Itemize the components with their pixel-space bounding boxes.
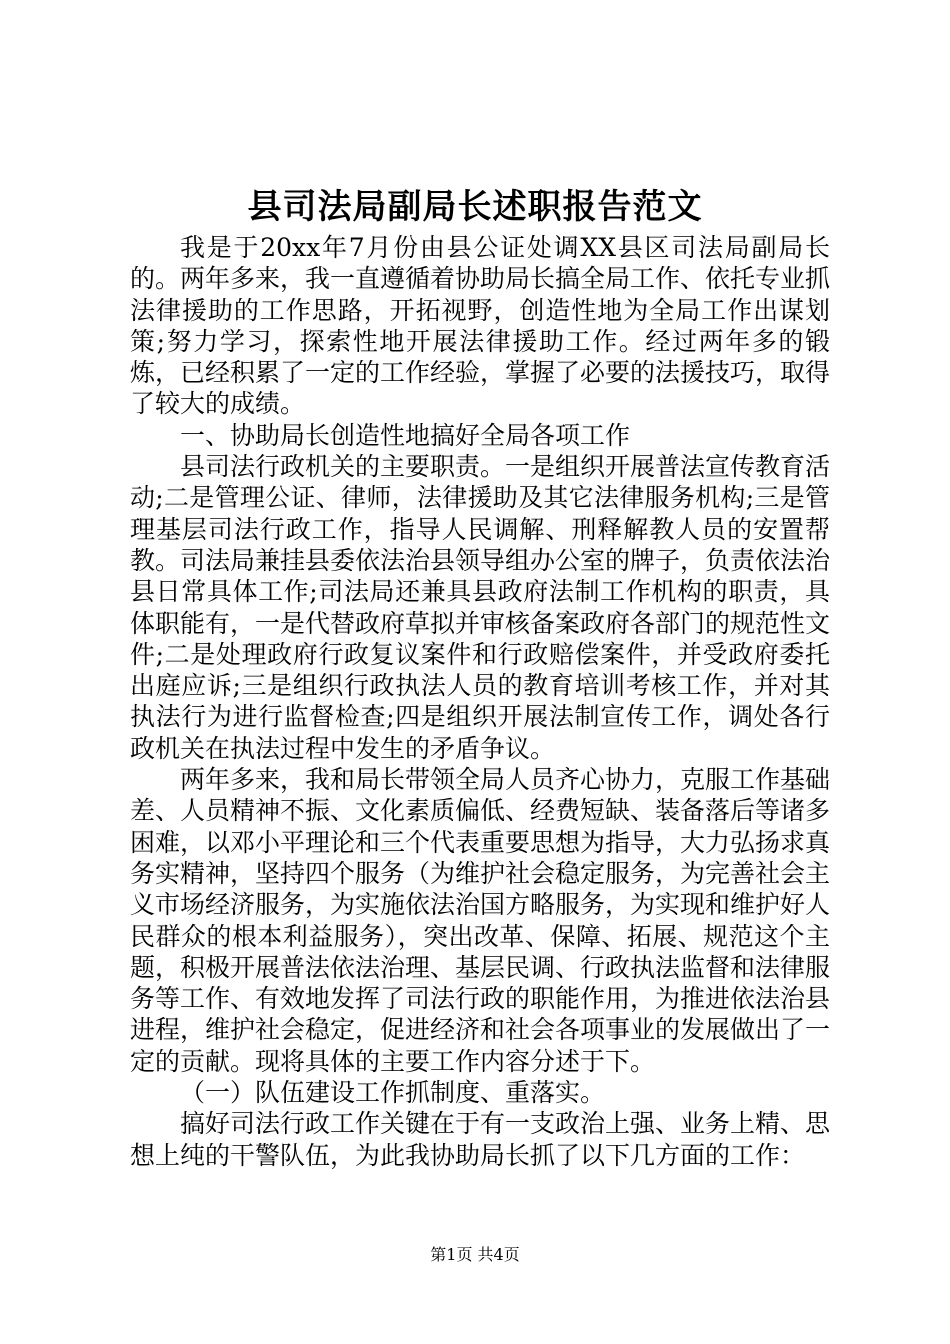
section-heading-1: 一、协助局长创造性地搞好全局各项工作 <box>180 420 631 450</box>
paragraph-duties: 县司法行政机关的主要职责。一是组织开展普法宣传教育活动;二是管理公证、律师，法律援助及其它法律服务机构;三是管理基层司法行政工作，指导人民调解、刑释解教人员的安置帮教。司法局兼挂县委依法治县领导组办公室的牌子，负责依法治县日常具体工作;司法局还兼具县政府法制工作机构的职责，具体职能有，一是代替政府草拟并审核备案政府各部门的规范性文件;二是处理政府行政复议案件和行政赔偿案件，并受政府委托出庭应诉;三是组织行政执法人员的教育培训考核工作，并对其执法行为进行监督检查;四是组织开展法制宣传工作，调处各行政机关在执法过程中发生的矛盾争议。 <box>130 452 831 763</box>
page-footer: 第1页 共4页 <box>430 1245 520 1264</box>
paragraph-achievements: 两年多来，我和局长带领全局人员齐心协力，克服工作基础差、人员精神不振、文化素质偏低、经费短缺、装备落后等诸多困难，以邓小平理论和三个代表重要思想为指导，大力弘扬求真务实精神，坚持四个服务（为维护社会稳定服务，为完善社会主义市场经济服务，为实施依法治国方略服务，为实现和维护好人民群众的根本利益服务），突出改革、保障、拓展、规范这个主题，积极开展普法依法治理、基层民调、行政执法监督和法律服务等工作、有效地发挥了司法行政的职能作用，为推进依法治县进程，维护社会稳定，促进经济和社会各项事业的发展做出了一定的贡献。现将具体的主要工作内容分述于下。 <box>130 765 831 1076</box>
subsection-heading-1: （一）队伍建设工作抓制度、重落实。 <box>180 1078 606 1108</box>
document-title: 县司法局副局长述职报告范文 <box>247 187 703 227</box>
document-body <box>130 232 830 1171</box>
paragraph-team-building: 搞好司法行政工作关键在于有一支政治上强、业务上精、思想上纯的干警队伍，为此我协助局长抓了以下几方面的工作： <box>130 1109 831 1170</box>
paragraph-intro: 我是于20xx年7月份由县公证处调XX县区司法局副局长的。两年多来，我一直遵循着协助局长搞全局工作、依托专业抓法律援助的工作思路，开拓视野，创造性地为全局工作出谋划策;努力学习，探索性地开展法律援助工作。经过两年多的锻炼，已经积累了一定的工作经验，掌握了必要的法援技巧，取得了较大的成绩。 <box>130 233 831 419</box>
